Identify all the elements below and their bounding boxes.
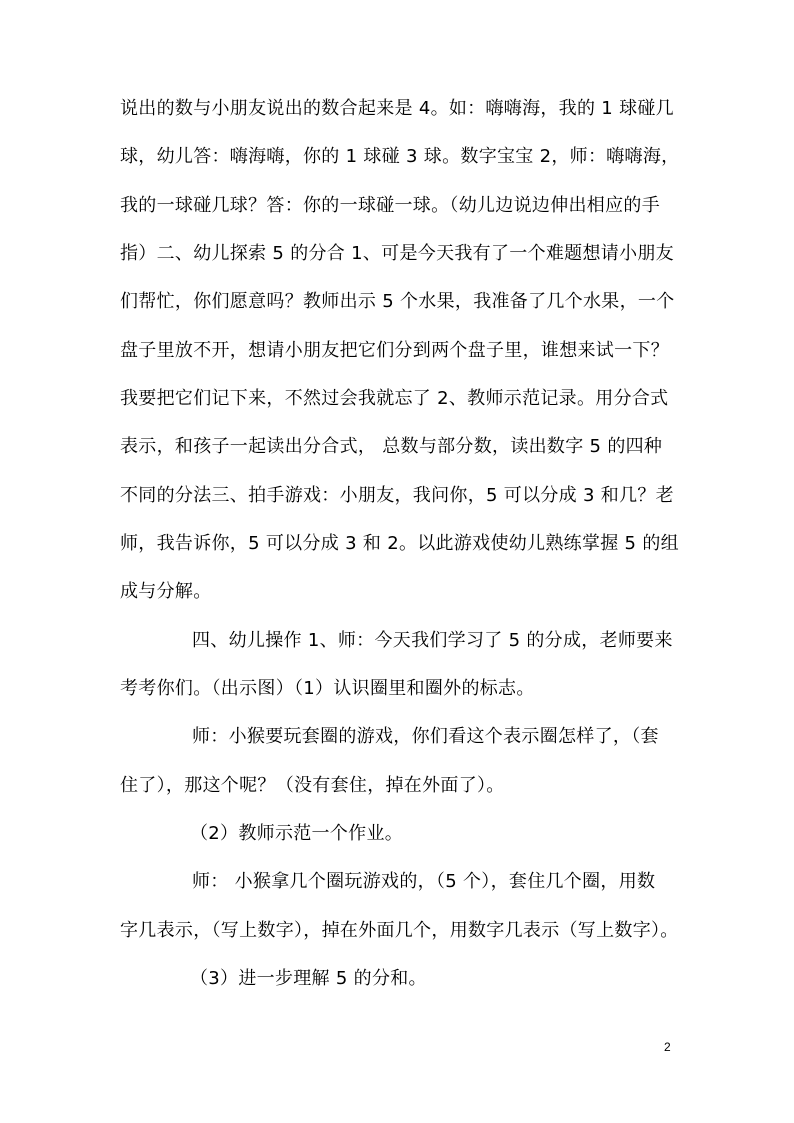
paragraph-line: 不同的分法三、拍手游戏：小朋友，我问你，5 可以分成 3 和几？老 xyxy=(120,485,674,506)
paragraph-line: 我要把它们记下来，不然过会我就忘了 2、教师示范记录。用分合式 xyxy=(120,388,669,409)
paragraph-line: 们帮忙，你们愿意吗？教师出示 5 个水果，我准备了几个水果，一个 xyxy=(120,291,675,312)
paragraph-line: 我的一球碰几球？答：你的一球碰一球。（幼儿边说边伸出相应的手 xyxy=(120,195,660,216)
paragraph-line: 考考你们。（出示图）（1）认识圈里和圈外的标志。 xyxy=(120,678,535,699)
paragraph-line: （2）教师示范一个作业。 xyxy=(190,823,404,844)
page-number: 2 xyxy=(664,1040,671,1054)
paragraph-line: 住了），那这个呢？（没有套住，掉在外面了）。 xyxy=(120,775,505,796)
paragraph-line: 成与分解。 xyxy=(120,581,212,602)
paragraph-line: 字几表示，（写上数字），掉在外面几个，用数字几表示（写上数字）。 xyxy=(120,920,679,941)
paragraph-line: 指）二、幼儿探索 5 的分合 1、可是今天我有了一个难题想请小朋友 xyxy=(120,243,674,264)
paragraph-line: 师： 小猴拿几个圈玩游戏的，（5 个），套住几个圈，用数 xyxy=(192,871,656,892)
paragraph-line: 表示，和孩子一起读出分合式， 总数与部分数，读出数字 5 的四种 xyxy=(120,436,663,457)
paragraph-line: 师：小猴要玩套圈的游戏，你们看这个表示圈怎样了，（套 xyxy=(192,726,659,747)
paragraph-line: （3）进一步理解 5 的分和。 xyxy=(190,968,427,989)
paragraph-line: 四、幼儿操作 1、师：今天我们学习了 5 的分成，老师要来 xyxy=(192,630,673,651)
paragraph-line: 说出的数与小朋友说出的数合起来是 4。如：嗨嗨海，我的 1 球碰几 xyxy=(120,98,674,119)
paragraph-line: 师，我告诉你，5 可以分成 3 和 2。以此游戏使幼儿熟练掌握 5 的组 xyxy=(120,533,679,554)
paragraph-line: 球，幼儿答：嗨海嗨，你的 1 球碰 3 球。数字宝宝 2，师：嗨嗨海， xyxy=(120,146,680,167)
paragraph-line: 盘子里放不开，想请小朋友把它们分到两个盘子里，谁想来试一下？ xyxy=(120,340,669,361)
